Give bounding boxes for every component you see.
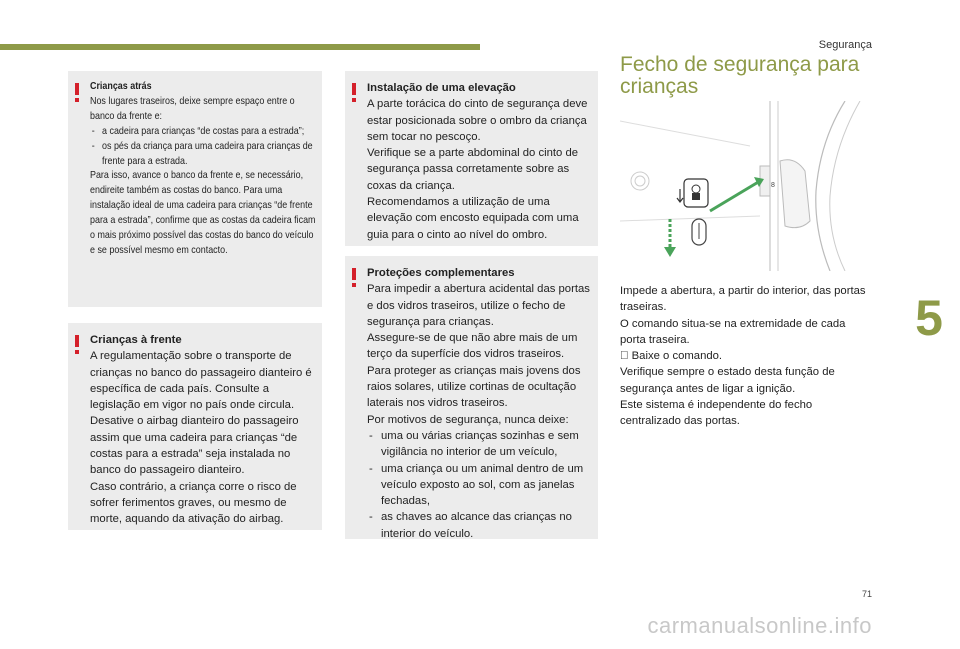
list-item: - os pés da criança para uma cadeira para crianças de frente para a estrada. — [90, 140, 317, 170]
watermark: carmanualsonline.info — [647, 613, 872, 638]
body-text: Impede a abertura, a partir do interior, das portas traseiras. — [620, 285, 866, 314]
box-title: Proteções complementares — [367, 267, 515, 279]
box-text: Recomendamos a utilização de uma elevação com encosto equipada com uma guia para o cinto ao nível do ombro. — [367, 196, 579, 241]
child-lock-icon — [677, 179, 708, 207]
box-title: Crianças atrás — [90, 81, 152, 92]
section-header: Segurança — [818, 39, 872, 51]
chapter-number: 5 — [915, 290, 943, 346]
list-item: - uma criança ou um animal dentro de um veículo exposto ao sol, com as janelas fechadas, — [367, 461, 592, 510]
body-text: O comando situa-se na extremidade de cada porta traseira. — [620, 317, 846, 346]
box-text: Nos lugares traseiros, deixe sempre espaço entre o banco da frente e: — [90, 95, 295, 122]
door-illustration — [620, 101, 874, 271]
body-text: Verifique sempre o estado desta função de segurança antes de ligar a ignição. — [620, 366, 835, 395]
box-title: Crianças à frente — [90, 334, 182, 346]
warning-icon — [352, 83, 356, 95]
section-body — [620, 283, 870, 430]
box-text: Para isso, avance o banco da frente e, se necessário, endireite também as costas do banco. Para uma instalação ideal de uma cadeira para crianças “de frente para a estrada”, confirme que as costas da cadeira ficam o mais próximo possível das costas do banco do veículo e se possível mesmo em contacto. — [90, 170, 316, 256]
arrow-down-icon — [664, 219, 676, 257]
warning-box-content — [367, 265, 592, 542]
list-item: - uma ou várias crianças sozinhas e sem vigilância no interior de um veículo, — [367, 428, 592, 461]
warning-box-content — [90, 332, 316, 528]
arrow-bullet-icon — [620, 350, 628, 362]
warning-icon — [75, 335, 79, 347]
warning-box-children-front — [68, 323, 322, 530]
box-text: Para proteger as crianças mais jovens dos raios solares, utilize cortinas de ocultação laterais nos vidros traseiros. — [367, 364, 581, 410]
box-text: Caso contrário, a criança corre o risco de sofrer ferimentos graves, ou mesmo de morte, aquando da ativação do airbag. — [90, 480, 297, 526]
warning-box-content — [90, 80, 317, 259]
warning-box-children-rear — [68, 71, 322, 307]
box-text: Assegure-se de que não abre mais de um terço da superfície dos vidros traseiros. — [367, 332, 578, 361]
list-item: - a cadeira para crianças “de costas para a estrada”; — [90, 125, 317, 140]
box-text: A parte torácica do cinto de segurança deve estar posicionada sobre o ombro da criança sem tocar no pescoço. — [367, 98, 588, 143]
page-number: 71 — [861, 589, 872, 599]
body-text: Baixe o comando. — [620, 350, 711, 363]
box-list — [90, 125, 317, 170]
box-text: Verifique se a parte abdominal do cinto de segurança passa corretamente sobre as coxas da criança. — [367, 147, 579, 192]
list-item: - as chaves ao alcance das crianças no interior do veículo. — [367, 509, 592, 542]
box-text: Para impedir a abertura acidental das portas e dos vidros traseiros, utilize o fecho de segurança para crianças. — [367, 283, 590, 328]
body-text: Este sistema é independente do fecho centralizado das portas. — [620, 399, 813, 428]
section-title: Fecho de segurança para crianças — [620, 53, 860, 98]
warning-box-content — [367, 80, 592, 243]
warning-box-booster — [345, 71, 598, 246]
box-text: Por motivos de segurança, nunca deixe: — [367, 413, 569, 426]
warning-icon — [352, 268, 356, 280]
box-title: Instalação de uma elevação — [367, 82, 516, 94]
box-list — [367, 428, 592, 542]
box-text: Desative o airbag dianteiro do passageiro assim que uma cadeira para crianças “de costas para a estrada” seja instalada no banco do passageiro dianteiro. — [90, 415, 299, 477]
svg-text:8: 8 — [771, 182, 775, 189]
top-accent-bar — [0, 44, 480, 50]
warning-icon — [75, 83, 79, 95]
warning-box-protections — [345, 256, 598, 539]
box-text: A regulamentação sobre o transporte de crianças no banco do passageiro dianteiro é específica de cada país. Consulte a legislação em vigor no país onde circula. — [90, 350, 312, 412]
